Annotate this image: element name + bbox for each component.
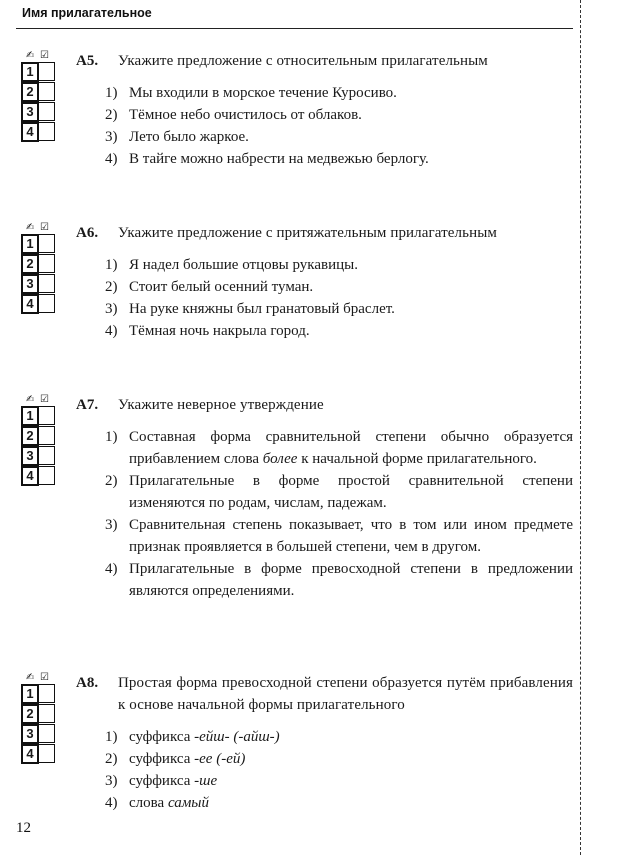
option-text: В тайге можно набрести на медвежью берлогу.	[129, 151, 429, 167]
option-number: 1)	[105, 729, 118, 745]
answer-checkbox[interactable]	[39, 102, 55, 121]
question-label: А8.	[76, 675, 99, 691]
option-text: Прилагательные в форме превосходной степени в предложении являются определениями.	[129, 561, 573, 599]
option-text-italic: -ейш- (-айш-)	[194, 729, 280, 745]
option-item	[105, 426, 573, 470]
question-stem	[76, 394, 573, 416]
option-item	[105, 726, 573, 748]
option-number-box: 4	[21, 294, 39, 314]
option-number: 3)	[105, 301, 118, 317]
question-text: Укажите предложение с притяжательным прилагательным	[118, 225, 497, 241]
grid-header	[21, 672, 59, 684]
checkbox-icon: ☑	[40, 50, 49, 61]
option-text	[129, 426, 573, 470]
option-text-italic: -ее (-ей)	[194, 751, 246, 767]
answer-grid	[21, 394, 59, 486]
option-item	[105, 298, 573, 320]
grid-row[interactable]	[21, 446, 59, 466]
option-number-box: 4	[21, 744, 39, 764]
answer-checkbox[interactable]	[39, 234, 55, 253]
answer-grid	[21, 222, 59, 314]
page-number: 12	[16, 820, 31, 836]
answer-checkbox[interactable]	[39, 82, 55, 101]
option-text: На руке княжны был гранатовый браслет.	[129, 301, 395, 317]
answer-checkbox[interactable]	[39, 684, 55, 703]
answer-checkbox[interactable]	[39, 724, 55, 743]
option-item	[105, 148, 573, 170]
option-text-italic: самый	[167, 795, 209, 811]
option-text-italic: -ше	[194, 773, 218, 789]
option-item	[105, 254, 573, 276]
page-header-title: Имя прилагательное	[22, 6, 152, 20]
option-text: Тёмное небо очистилось от облаков.	[129, 107, 362, 123]
option-item	[105, 320, 573, 342]
grid-row[interactable]	[21, 744, 59, 764]
question-body	[76, 222, 573, 342]
grid-row[interactable]	[21, 62, 59, 82]
answer-grid	[21, 672, 59, 764]
option-text-part: суффикса	[129, 751, 195, 767]
option-item	[105, 514, 573, 558]
grid-row[interactable]	[21, 82, 59, 102]
checkbox-icon: ☑	[40, 222, 49, 233]
option-number-box: 4	[21, 122, 39, 142]
option-number-box: 1	[21, 684, 39, 704]
option-number-box: 1	[21, 234, 39, 254]
option-text	[129, 792, 573, 814]
answer-checkbox[interactable]	[39, 294, 55, 313]
option-text-part: к начальной форме прилагательного.	[297, 451, 537, 467]
option-item	[105, 770, 573, 792]
pen-icon: ✍	[26, 672, 35, 683]
option-list	[105, 254, 573, 342]
pen-icon: ✍	[26, 50, 35, 61]
option-number: 2)	[105, 473, 118, 489]
option-number-box: 1	[21, 406, 39, 426]
option-number: 2)	[105, 751, 118, 767]
question-body	[76, 50, 573, 170]
option-item	[105, 126, 573, 148]
grid-row[interactable]	[21, 704, 59, 724]
question-label: А5.	[76, 53, 99, 69]
question-body	[76, 672, 573, 814]
checkbox-icon: ☑	[40, 394, 49, 405]
option-number: 3)	[105, 517, 118, 533]
option-list	[105, 726, 573, 814]
option-number: 4)	[105, 151, 118, 167]
question-text: Укажите неверное утверждение	[118, 397, 324, 413]
grid-header	[21, 50, 59, 62]
option-item	[105, 82, 573, 104]
answer-checkbox[interactable]	[39, 62, 55, 81]
grid-row[interactable]	[21, 234, 59, 254]
option-number: 4)	[105, 323, 118, 339]
grid-row[interactable]	[21, 466, 59, 486]
option-number: 3)	[105, 129, 118, 145]
option-number-box: 1	[21, 62, 39, 82]
option-number: 1)	[105, 429, 118, 445]
option-text	[129, 726, 573, 748]
option-number-box: 3	[21, 102, 39, 122]
option-number: 3)	[105, 773, 118, 789]
option-number: 4)	[105, 561, 118, 577]
option-item	[105, 104, 573, 126]
option-text: Лето было жаркое.	[129, 129, 249, 145]
option-number: 4)	[105, 795, 118, 811]
option-text	[129, 770, 573, 792]
option-number: 1)	[105, 85, 118, 101]
pen-icon: ✍	[26, 222, 35, 233]
grid-row[interactable]	[21, 724, 59, 744]
option-text-part: слова	[129, 795, 168, 811]
option-item	[105, 792, 573, 814]
question-stem	[76, 222, 573, 244]
option-list	[105, 426, 573, 602]
grid-header	[21, 222, 59, 234]
option-number-box: 3	[21, 724, 39, 744]
checkbox-icon: ☑	[40, 672, 49, 683]
option-number-box: 2	[21, 426, 39, 446]
answer-checkbox[interactable]	[39, 466, 55, 485]
option-text: Я надел большие отцовы рукавицы.	[129, 257, 358, 273]
option-item	[105, 558, 573, 602]
option-text-part: суффикса	[129, 773, 195, 789]
option-text	[129, 748, 573, 770]
option-text: Мы входили в морское течение Куросиво.	[129, 85, 397, 101]
answer-checkbox[interactable]	[39, 122, 55, 141]
grid-row[interactable]	[21, 294, 59, 314]
question-label: А6.	[76, 225, 99, 241]
pen-icon: ✍	[26, 394, 35, 405]
question-label: А7.	[76, 397, 99, 413]
option-text-part: Составная форма сравнительной степени обычно образуется прибавлением слова	[129, 429, 573, 467]
option-item	[105, 748, 573, 770]
option-text: Стоит белый осенний туман.	[129, 279, 314, 295]
question-stem	[76, 50, 573, 72]
answer-checkbox[interactable]	[39, 744, 55, 763]
option-number-box: 4	[21, 466, 39, 486]
question-body	[76, 394, 573, 602]
option-number-box: 2	[21, 704, 39, 724]
option-number-box: 2	[21, 254, 39, 274]
grid-row[interactable]	[21, 406, 59, 426]
answer-checkbox[interactable]	[39, 406, 55, 425]
option-number: 2)	[105, 279, 118, 295]
option-number-box: 3	[21, 446, 39, 466]
grid-header	[21, 394, 59, 406]
grid-row[interactable]	[21, 426, 59, 446]
question-stem	[76, 672, 573, 716]
grid-row[interactable]	[21, 684, 59, 704]
dashed-cut-line	[580, 0, 581, 855]
question-text: Укажите предложение с относительным прилагательным	[118, 53, 488, 69]
option-list	[105, 82, 573, 170]
option-number: 2)	[105, 107, 118, 123]
answer-checkbox[interactable]	[39, 426, 55, 445]
option-text-part: суффикса	[129, 729, 195, 745]
option-number-box: 3	[21, 274, 39, 294]
option-number-box: 2	[21, 82, 39, 102]
option-text: Сравнительная степень показывает, что в том или ином предмете признак проявляется в большей степени, чем в другом.	[129, 517, 573, 555]
grid-row[interactable]	[21, 274, 59, 294]
option-item	[105, 470, 573, 514]
answer-checkbox[interactable]	[39, 274, 55, 293]
option-number: 1)	[105, 257, 118, 273]
question-text: Простая форма превосходной степени образуется путём прибавления к основе начальной формы прилагательного	[118, 675, 573, 713]
answer-checkbox[interactable]	[39, 254, 55, 273]
header-divider	[16, 28, 573, 29]
grid-row[interactable]	[21, 254, 59, 274]
option-item	[105, 276, 573, 298]
option-text: Тёмная ночь накрыла город.	[129, 323, 310, 339]
option-text-italic: более	[262, 451, 298, 467]
answer-checkbox[interactable]	[39, 704, 55, 723]
grid-row[interactable]	[21, 102, 59, 122]
grid-row[interactable]	[21, 122, 59, 142]
answer-grid	[21, 50, 59, 142]
answer-checkbox[interactable]	[39, 446, 55, 465]
option-text: Прилагательные в форме простой сравнительной степени изменяются по родам, числам, падежам.	[129, 473, 573, 511]
